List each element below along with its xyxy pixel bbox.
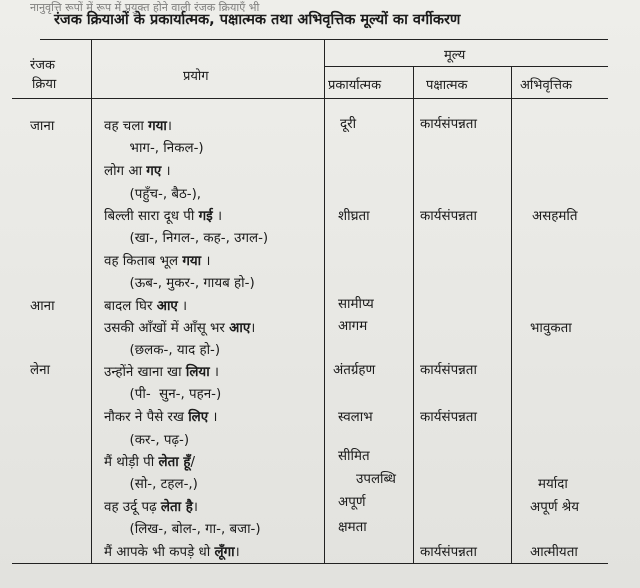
usage-line: (ऊब-, मुकर-, गायब हो-) xyxy=(104,276,255,291)
usage-line: (सो-, टहल-,) xyxy=(104,477,198,492)
col-divider-3 xyxy=(413,66,414,563)
usage-line: उसकी आँखों में आँसू भर आए। xyxy=(104,321,256,336)
aspectual-value: कार्यसंपन्नता xyxy=(420,117,477,132)
aspectual-value: कार्यसंपन्नता xyxy=(420,209,477,224)
usage-line: (पी- सुन-, पहन-) xyxy=(104,387,222,402)
usage-line: मैं आपके भी कपड़े धो लूँगा। xyxy=(104,545,240,560)
header-attitudinal: अभिवृत्तिक xyxy=(520,78,573,93)
header-functional: प्रकार्यात्मक xyxy=(328,78,382,93)
header-verb-line2: क्रिया xyxy=(32,77,57,92)
aspectual-value: कार्यसंपन्नता xyxy=(420,545,477,560)
value-group-rule xyxy=(324,66,608,67)
functional-value: उपलब्धि xyxy=(356,472,396,487)
col-divider-1 xyxy=(91,40,92,563)
functional-value: क्षमता xyxy=(338,520,367,535)
usage-line: (पहुँच-, बैठ-), xyxy=(104,187,202,202)
attitudinal-value: मर्यादा xyxy=(538,477,568,492)
aspectual-value: कार्यसंपन्नता xyxy=(420,363,477,378)
header-verb-line1: रंजक xyxy=(30,58,55,73)
table-bottom-rule xyxy=(12,563,608,564)
usage-line: उन्होंने खाना खा लिया । xyxy=(104,365,220,380)
functional-value: आगम xyxy=(338,319,368,334)
functional-value: शीघ्रता xyxy=(338,209,370,224)
usage-line: भाग-, निकल-) xyxy=(104,141,204,156)
functional-value: स्वलाभ xyxy=(338,410,373,425)
verb-cell: जाना xyxy=(30,119,55,134)
verb-cell: लेना xyxy=(30,363,50,378)
usage-line: नौकर ने पैसे रख लिए । xyxy=(104,410,218,425)
header-usage: प्रयोग xyxy=(183,69,209,84)
usage-line: (खा-, निगल-, कह-, उगल-) xyxy=(104,231,269,246)
header-bottom-rule xyxy=(12,98,608,99)
attitudinal-value: अपूर्ण श्रेय xyxy=(530,500,580,515)
functional-value: सीमित xyxy=(338,449,370,464)
usage-line: (कर-, पढ़-) xyxy=(104,433,190,448)
verb-cell: आना xyxy=(30,299,55,314)
aspectual-value: कार्यसंपन्नता xyxy=(420,410,477,425)
usage-line: वह चला गया। xyxy=(104,119,172,134)
attitudinal-value: आत्मीयता xyxy=(530,545,578,560)
functional-value: सामीप्य xyxy=(338,297,374,312)
usage-line: लोग आ गए । xyxy=(104,164,171,179)
header-aspectual: पक्षात्मक xyxy=(426,78,468,93)
col-divider-4 xyxy=(511,66,512,563)
cut-off-text-line: नानुवृत्ति रूपों में रूप में प्रयुक्त होने वाली रंजक क्रियाएँ भी xyxy=(30,1,260,14)
table-caption: रंजक क्रियाओं के प्रकार्यात्मक, पक्षात्मक तथा अभिवृत्तिक मूल्यों का वर्गीकरण xyxy=(54,12,461,28)
usage-line: (लिख-, बोल-, गा-, बजा-) xyxy=(104,522,261,537)
header-values-group: मूल्य xyxy=(444,48,466,63)
usage-line: मैं थोड़ी पी लेता हूँ/ xyxy=(104,455,195,470)
attitudinal-value: भावुकता xyxy=(530,321,572,336)
attitudinal-value: असहमति xyxy=(532,209,578,224)
usage-line: वह उर्दू पढ़ लेता है। xyxy=(104,500,198,515)
usage-line: बिल्ली सारा दूध पी गई । xyxy=(104,209,223,224)
usage-line: वह किताब भूल गया । xyxy=(104,254,211,269)
usage-line: (छलक-, याद हो-) xyxy=(104,343,221,358)
functional-value: अपूर्ण xyxy=(338,495,366,510)
col-divider-2 xyxy=(324,40,325,563)
functional-value: अंतर्ग्रहण xyxy=(333,363,376,378)
functional-value: दूरी xyxy=(340,117,357,132)
usage-line: बादल घिर आए । xyxy=(104,299,188,314)
